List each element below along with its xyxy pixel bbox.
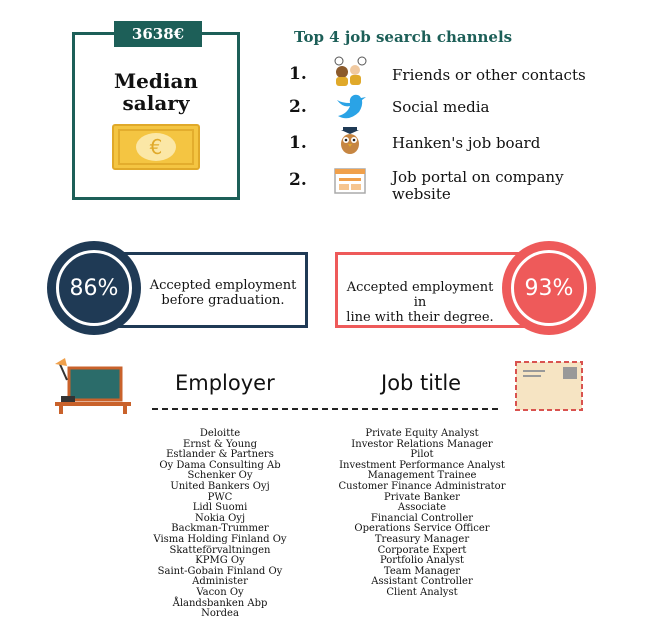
employer-item: Saint-Gobain Finland Oy <box>157 565 283 577</box>
jobtitle-item: Financial Controller <box>370 512 474 524</box>
channel-label-4-line2: website <box>392 185 451 203</box>
jobtitle-item: Corporate Expert <box>377 544 467 556</box>
salary-title-line1: Median <box>114 69 198 93</box>
jobtitle-item: Investment Performance Analyst <box>339 459 505 471</box>
jobtitle-item: Portfolio Analyst <box>379 555 465 567</box>
stat-text-right-line1: Accepted employment in <box>346 280 494 310</box>
stat-text-in-line-with-degree <box>340 280 500 325</box>
jobtitle-item: Private Equity Analyst <box>365 428 479 439</box>
salary-box <box>72 32 240 200</box>
employer-item: Estlander & Partners <box>166 449 274 461</box>
channel-label-3: Hanken's job board <box>392 134 541 152</box>
channel-rank-2: 2. <box>289 97 307 117</box>
employer-item: Nokia Oyj <box>194 512 246 524</box>
channel-label-4 <box>392 169 564 203</box>
stat-percent-before-graduation: 86% <box>56 250 132 326</box>
people-chat-icon <box>333 56 367 86</box>
jobtitle-item: Treasury Manager <box>374 533 470 545</box>
employer-item: Oy Dama Consulting Ab <box>159 459 281 471</box>
owl-graduate-icon <box>333 125 367 155</box>
jobtitle-item: Client Analyst <box>386 586 458 598</box>
employer-item: Nordea <box>201 608 239 620</box>
salary-title <box>72 70 240 114</box>
jobtitle-item: Pilot <box>410 449 434 461</box>
employer-list <box>120 429 320 620</box>
divider-dashed <box>152 408 498 410</box>
employer-item: Skatteförvaltningen <box>169 544 271 556</box>
stat-text-right-line2: line with their degree. <box>346 310 494 325</box>
svg-text:€: € <box>149 135 163 159</box>
jobtitle-item: Associate <box>397 502 447 514</box>
channels-title: Top 4 job search channels <box>294 28 513 46</box>
channel-rank-3: 1. <box>289 133 307 153</box>
jobtitle-item: Investor Relations Manager <box>351 438 493 450</box>
employer-heading: Employer <box>175 371 275 395</box>
jobtitle-heading: Job title <box>381 371 462 395</box>
employer-item: Vacon Oy <box>196 586 244 598</box>
employer-item: Lidl Suomi <box>192 502 248 514</box>
employer-item: KPMG Oy <box>195 555 245 567</box>
stat-percent-in-line-with-degree: 93% <box>511 250 587 326</box>
stat-circle-in-line-with-degree <box>502 241 596 335</box>
envelope-icon <box>515 361 583 411</box>
channel-label-1: Friends or other contacts <box>392 66 586 84</box>
jobtitle-list <box>322 429 522 599</box>
jobtitle-item: Team Manager <box>383 565 461 577</box>
employer-item: United Bankers Oyj <box>170 480 270 492</box>
jobtitle-item: Private Banker <box>384 491 460 503</box>
stat-text-left-line2: before graduation. <box>161 293 285 308</box>
employer-item: PWC <box>207 491 233 503</box>
web-page-icon <box>333 166 367 196</box>
jobtitle-item: Operations Service Officer <box>354 523 490 535</box>
jobtitle-item: Assistant Controller <box>371 576 473 588</box>
stat-text-left-line1: Accepted employment <box>149 278 297 293</box>
salary-amount: 3638€ <box>114 21 202 47</box>
salary-title-line2: salary <box>122 91 190 115</box>
stat-circle-before-graduation <box>47 241 141 335</box>
employer-item: Ernst & Young <box>183 438 257 450</box>
employer-item: Ålandsbanken Abp <box>172 597 268 609</box>
employer-item: Administer <box>192 576 248 588</box>
jobtitle-item: Customer Finance Administrator <box>338 480 506 492</box>
twitter-bird-icon <box>333 92 367 122</box>
employer-item: Visma Holding Finland Oy <box>153 533 287 545</box>
channel-rank-1: 1. <box>289 64 307 84</box>
channel-label-4-line1: Job portal on company <box>392 168 564 186</box>
stat-text-before-graduation <box>148 278 298 308</box>
employer-item: Schenker Oy <box>187 470 253 482</box>
employer-item: Backman-Trummer <box>171 523 269 535</box>
channel-label-2: Social media <box>392 98 490 116</box>
jobtitle-item: Management Trainee <box>367 470 477 482</box>
channel-rank-4: 2. <box>289 170 307 190</box>
desk-chalkboard-icon <box>53 358 133 414</box>
banknote-euro-icon <box>112 124 200 170</box>
employer-item: Deloitte <box>199 428 241 439</box>
